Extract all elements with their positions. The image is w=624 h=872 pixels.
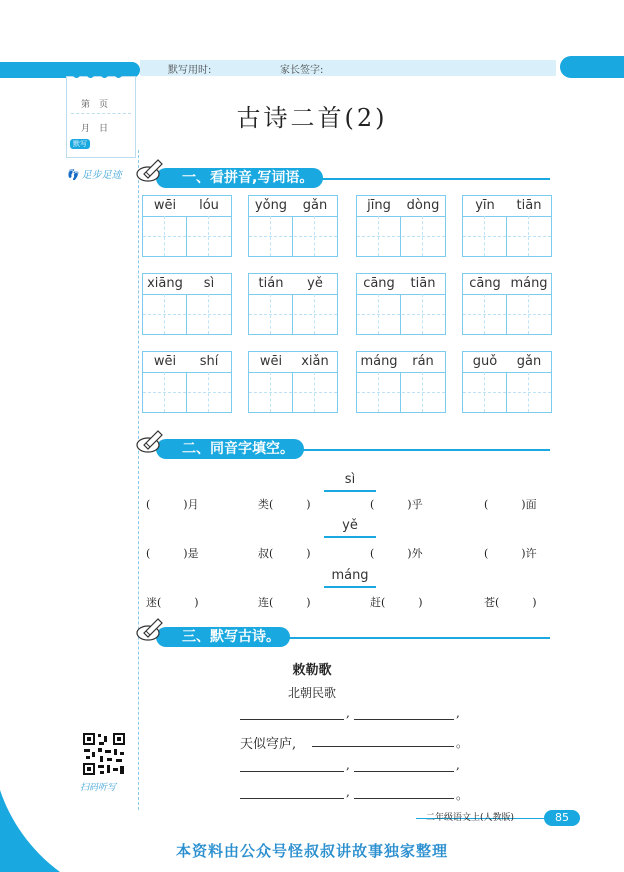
dictation-time-label: 默写用时: [168, 65, 212, 76]
pinyin-syllable: wēi [259, 354, 283, 369]
pinyin-syllable: tiān [410, 276, 436, 291]
pinyin-syllable: wēi [153, 354, 177, 369]
pinyin-box[interactable] [248, 273, 338, 335]
pinyin-syllable: xiāng [147, 276, 183, 291]
poem-comma: , [346, 785, 350, 799]
pencil-icon [136, 156, 164, 184]
homophone-fill-blank[interactable]: 类( ) [258, 498, 311, 511]
pinyin-box[interactable] [356, 195, 446, 257]
pinyin-box[interactable] [462, 351, 552, 413]
margin-line [138, 150, 139, 810]
homophone-fill-blank[interactable]: 连( ) [258, 596, 311, 609]
poem-blank[interactable] [354, 771, 454, 772]
pinyin-syllable: sì [203, 276, 215, 291]
calendar-badge: 默写 [70, 139, 90, 149]
pinyin-box[interactable] [462, 273, 552, 335]
qr-code-icon[interactable] [82, 732, 126, 776]
pencil-icon [136, 427, 164, 455]
pencil-icon [136, 615, 164, 643]
poem-comma: , [456, 706, 460, 720]
pinyin-syllable: yǒng [254, 198, 288, 213]
homophone-fill-blank[interactable]: ( )面 [484, 498, 537, 511]
pinyin-syllable: tiān [516, 198, 542, 213]
calendar-ring-icon [115, 71, 122, 78]
poem-blank[interactable] [354, 719, 454, 720]
scan-label: 扫码听写 [80, 783, 117, 793]
homophone-fill-blank[interactable]: ( )月 [146, 498, 199, 511]
poem-line-2-text: 天似穹庐, [240, 737, 297, 752]
pinyin-syllable: wēi [153, 198, 177, 213]
poem-title: 敕勒歌 [292, 663, 332, 678]
pinyin-syllable: guǒ [472, 354, 498, 369]
pinyin-box[interactable] [142, 273, 232, 335]
poem-comma: , [456, 758, 460, 772]
homophone-pinyin: máng [324, 566, 376, 588]
pinyin-syllable: jīng [367, 198, 391, 213]
section3-heading: 三、默写古诗。 [156, 627, 290, 647]
calendar-ring-icon [87, 71, 94, 78]
calendar-date-label: 月 日 [81, 124, 109, 134]
pinyin-box[interactable] [356, 273, 446, 335]
pinyin-syllable: tián [258, 276, 284, 291]
footprint-icon: 👣 [66, 170, 79, 181]
pinyin-syllable: dòng [406, 198, 440, 213]
pinyin-box[interactable] [142, 351, 232, 413]
homophone-fill-blank[interactable]: 苍( ) [484, 596, 537, 609]
poem-period: 。 [456, 736, 469, 750]
poem-period: 。 [456, 788, 469, 802]
pinyin-syllable: yīn [475, 198, 495, 213]
poem-blank[interactable] [312, 746, 454, 747]
top-bar-right [560, 56, 624, 78]
homophone-fill-blank[interactable]: 叔( ) [258, 547, 311, 560]
pinyin-syllable: shí [199, 354, 219, 369]
homophone-fill-blank[interactable]: ( )许 [484, 547, 537, 560]
pinyin-syllable: yě [307, 276, 323, 291]
calendar-ring-icon [101, 71, 108, 78]
poem-blank[interactable] [354, 798, 454, 799]
homophone-pinyin: sì [324, 470, 376, 492]
pinyin-syllable: gǎn [302, 198, 328, 213]
homophone-fill-blank[interactable]: 迷( ) [146, 596, 199, 609]
homophone-fill-blank[interactable]: ( )乎 [370, 498, 423, 511]
homophone-fill-blank[interactable]: ( )外 [370, 547, 423, 560]
page-title: 古诗二首(2) [236, 104, 388, 132]
pinyin-syllable: gǎn [516, 354, 542, 369]
poem-author: 北朝民歌 [287, 686, 336, 700]
calendar-page-label: 第 页 [81, 100, 109, 110]
pinyin-syllable: xiǎn [301, 354, 329, 369]
pinyin-box[interactable] [248, 195, 338, 257]
poem-blank[interactable] [240, 771, 344, 772]
homophone-fill-blank[interactable]: 赶( ) [370, 596, 423, 609]
pinyin-syllable: rán [412, 354, 434, 369]
poem-blank[interactable] [240, 798, 344, 799]
pinyin-syllable: cāng [363, 276, 395, 291]
calendar-ring-icon [73, 71, 80, 78]
footer-book-title: 二年级语文上(人教版) [426, 813, 515, 823]
pinyin-box[interactable] [142, 195, 232, 257]
pinyin-syllable: lóu [199, 198, 219, 213]
homophone-fill-blank[interactable]: ( )是 [146, 547, 199, 560]
poem-comma: , [346, 706, 350, 720]
page-number: 85 [544, 810, 580, 826]
section1-heading: 一、看拼音,写词语。 [156, 168, 323, 188]
pinyin-syllable: máng [360, 354, 398, 369]
homophone-pinyin: yě [324, 516, 376, 538]
pinyin-box[interactable] [248, 351, 338, 413]
watermark: 本资料由公众号怪叔叔讲故事独家整理 [175, 842, 448, 860]
poem-comma: , [346, 758, 350, 772]
pinyin-syllable: máng [510, 276, 548, 291]
section2-heading: 二、同音字填空。 [156, 439, 304, 459]
footprint-label: 👣 足步足迹 [66, 170, 122, 181]
poem-blank[interactable] [240, 719, 344, 720]
pinyin-syllable: cāng [469, 276, 501, 291]
pinyin-box[interactable] [462, 195, 552, 257]
parent-signature-label: 家长签字: [280, 65, 324, 76]
pinyin-box[interactable] [356, 351, 446, 413]
